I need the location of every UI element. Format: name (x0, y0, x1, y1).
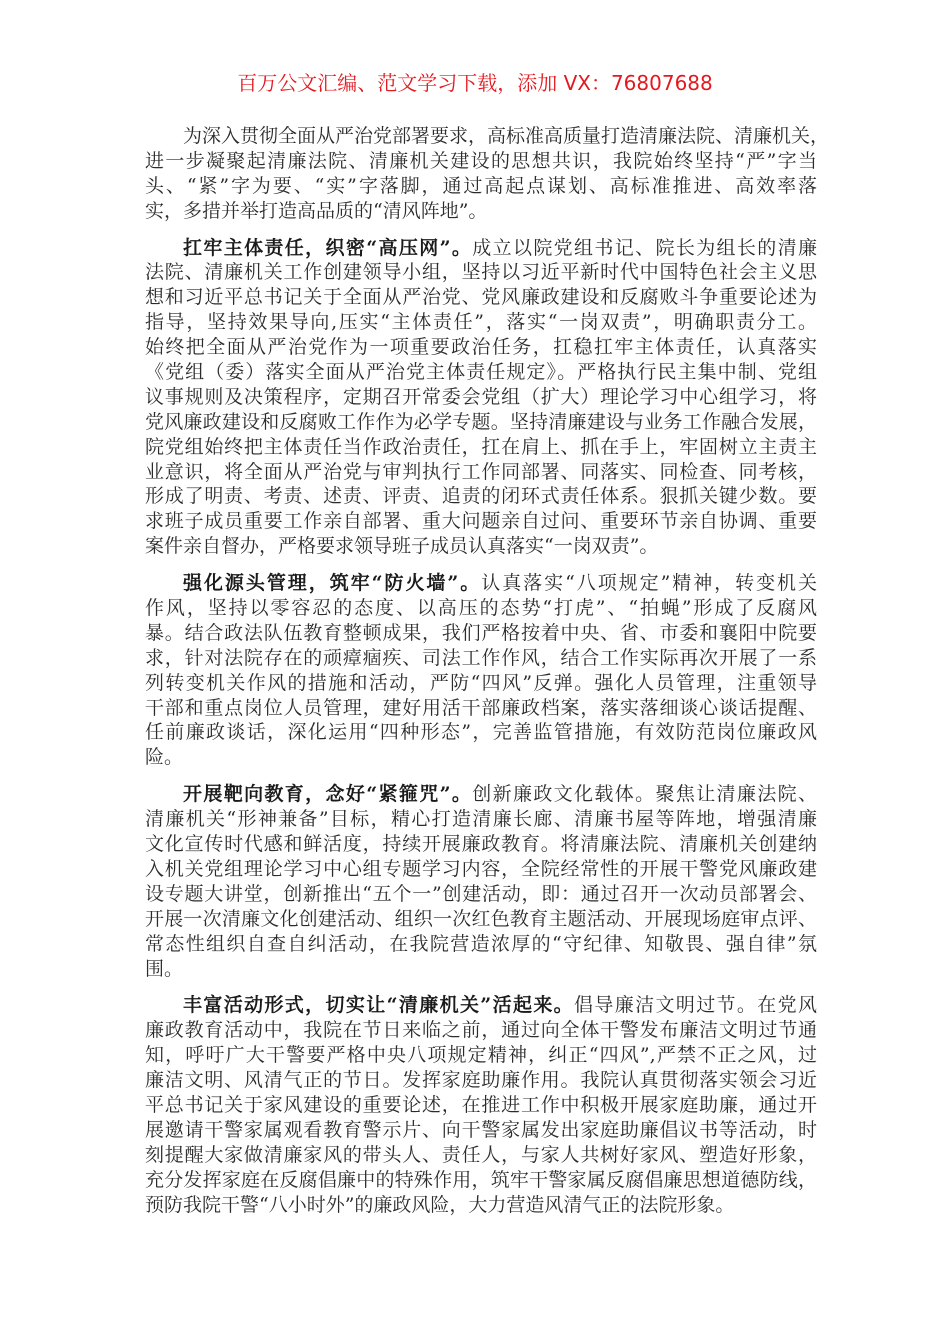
line-text: 围。 (145, 957, 184, 980)
line-text: 成立以院党组书记、院长为组长的清廉 (472, 236, 817, 259)
text-line (145, 1193, 817, 1218)
text-line (145, 671, 817, 696)
line-text: 案件亲自督办，严格要求领导班子成员认真落实“一岗双责”。 (145, 535, 659, 558)
line-text: 文化宣传时代感和鲜活度，持续开展廉政教育。将清廉法院、清廉机关创建纳 (145, 833, 817, 856)
paragraph (145, 571, 817, 770)
line-text: 党风廉政建设和反腐败工作作为必学专题。坚持清廉建设与业务工作融合发展， (145, 410, 817, 433)
text-line (145, 857, 817, 882)
line-text: 求，针对法院存在的顽瘴痼疾、司法工作作风，结合工作实际再次开展了一系 (145, 646, 817, 669)
text-line (145, 410, 817, 435)
paragraph (145, 124, 830, 224)
line-text: 干部和重点岗位人员管理，建好用活干部廉政档案，落实落细谈心谈话提醒、 (145, 696, 817, 719)
line-text: 为深入贯彻全面从严治党部署要求，高标准高质量打造清廉法院、清廉机关， (183, 125, 830, 147)
text-line (145, 1043, 817, 1068)
line-text: 列转变机关作风的措施和活动，严防“四风”反弹。强化人员管理，注重领导 (145, 671, 817, 694)
text-line (145, 745, 817, 770)
text-line (145, 832, 817, 857)
text-line (145, 932, 817, 957)
text-line (145, 360, 817, 385)
paragraph-heading: 丰富活动形式，切实让“清廉机关”活起来。 (183, 994, 575, 1017)
text-line (145, 199, 817, 224)
line-text: 法院、清廉机关工作创建领导小组，坚持以习近平新时代中国特色社会主义思 (145, 261, 817, 284)
line-text: 想和习近平总书记关于全面从严治党、党风廉政建设和反腐败斗争重要论述为 (145, 286, 817, 309)
line-text: 知，呼吁广大干警要严格中央八项规定精神，纠正“四风”,严禁不正之风，过 (145, 1044, 817, 1067)
line-text: 预防我院干警“八小时外”的廉政风险，大力营造风清气正的法院形象。 (145, 1193, 735, 1216)
text-line (145, 571, 817, 596)
line-text: 常态性组织自查自纠活动，在我院营造浓厚的“守纪律、知敬畏、强自律”氛 (145, 932, 817, 955)
line-text: 刻提醒大家做清廉家风的带头人、责任人，与家人共树好家风、塑造好形象， (145, 1143, 817, 1166)
line-text: 倡导廉洁文明过节。在党风 (574, 994, 817, 1017)
text-line (145, 1118, 817, 1143)
line-text: 议事规则及决策程序，定期召开常委会党组（扩大）理论学习中心组学习，将 (145, 385, 817, 408)
text-line (145, 1143, 817, 1168)
text-line (145, 460, 817, 485)
line-text: 任前廉政谈话，深化运用“四种形态”，完善监管措施，有效防范岗位廉政风 (145, 721, 817, 744)
line-text: 充分发挥家庭在反腐倡廉中的特殊作用，筑牢干警家属反腐倡廉思想道德防线， (145, 1168, 817, 1191)
line-text: 进一步凝聚起清廉法院、清廉机关建设的思想共识，我院始终坚持“严”字当 (145, 149, 817, 172)
paragraph (145, 993, 817, 1217)
text-line (145, 646, 817, 671)
line-text: 入机关党组理论学习中心组专题学习内容，全院经常性的开展干警党风廉政建 (145, 857, 817, 880)
line-text: 始终把全面从严治党作为一项重要政治任务，扛稳扛牢主体责任，认真落实 (145, 336, 817, 359)
text-line (145, 236, 817, 261)
paragraph-heading: 强化源头管理，筑牢“防火墙”。 (183, 572, 482, 595)
line-text: 院党组始终把主体责任当作政治责任，扛在肩上、抓在手上，牢固树立主责主 (145, 435, 817, 458)
line-text: 开展一次清廉文化创建活动、组织一次红色教育主题活动、开展现场庭审点评、 (145, 907, 817, 930)
line-text: 作风，坚持以零容忍的态度、以高压的态势“打虎”、“拍蝇”形成了反腐风 (145, 597, 817, 620)
text-line (145, 596, 817, 621)
line-text: 展邀请干警家属观看教育警示片、向干警家属发出家庭助廉倡议书等活动，时 (145, 1118, 817, 1141)
line-text: 指导，坚持效果导向,压实“主体责任”，落实“一岗双责”，明确职责分工。 (145, 311, 817, 334)
text-line (145, 335, 817, 360)
line-text: 认真落实“八项规定”精神，转变机关 (481, 572, 817, 595)
text-line (145, 310, 817, 335)
line-text: 廉洁文明、风清气正的节日。发挥家庭助廉作用。我院认真贯彻落实领会习近 (145, 1069, 817, 1092)
text-line (145, 1018, 817, 1043)
text-line (145, 696, 817, 721)
line-text: 实，多措并举打造高品质的“清风阵地”。 (145, 199, 488, 222)
paragraph-heading: 扛牢主体责任，织密“高压网”。 (183, 236, 473, 259)
text-line (145, 782, 817, 807)
text-line (145, 149, 817, 174)
line-text: 暴。结合政法队伍教育整顿成果，我们严格按着中央、省、市委和襄阳中院要 (145, 621, 817, 644)
text-line (145, 260, 817, 285)
paragraph-heading: 开展靶向教育，念好“紧箍咒”。 (183, 783, 473, 806)
line-text: 创新廉政文化载体。聚焦让清廉法院、 (472, 783, 817, 806)
download-banner: 百万公文汇编、范文学习下载，添加 VX：76807688 (237, 71, 713, 95)
line-text: 险。 (145, 746, 184, 769)
text-line (145, 1168, 817, 1193)
text-line (145, 285, 817, 310)
text-line (145, 435, 817, 460)
text-line (145, 907, 817, 932)
text-line (145, 484, 817, 509)
line-text: 廉政教育活动中，我院在节日来临之前，通过向全体干警发布廉洁文明过节通 (145, 1019, 817, 1042)
text-line (145, 174, 817, 199)
line-text: 业意识，将全面从严治党与审判执行工作同部署、同落实、同检查、同考核， (145, 460, 817, 483)
text-line (145, 882, 817, 907)
text-line (145, 621, 817, 646)
line-text: 清廉机关“形神兼备”目标，精心打造清廉长廊、清廉书屋等阵地，增强清廉 (145, 808, 817, 831)
paragraph (145, 782, 817, 981)
text-line (145, 993, 817, 1018)
text-line (145, 534, 817, 559)
text-line (145, 720, 817, 745)
text-line (145, 385, 817, 410)
text-line (145, 1068, 817, 1093)
line-text: 平总书记关于家风建设的重要论述，在推进工作中积极开展家庭助廉，通过开 (145, 1093, 817, 1116)
line-text: 头、“紧”字为要、“实”字落脚，通过高起点谋划、高标准推进、高效率落 (145, 174, 817, 197)
text-line (145, 807, 817, 832)
line-text: 《党组（委）落实全面从严治党主体责任规定》。严格执行民主集中制、党组 (145, 361, 817, 384)
text-line (145, 509, 817, 534)
line-text: 设专题大讲堂，创新推出“五个一”创建活动，即：通过召开一次动员部署会、 (145, 882, 817, 905)
text-line (145, 124, 830, 149)
text-line (145, 957, 817, 982)
document-body (145, 124, 830, 1229)
line-text: 求班子成员重要工作亲自部署、重大问题亲自过问、重要环节亲自协调、重要 (145, 510, 817, 533)
text-line (145, 1093, 817, 1118)
line-text: 形成了明责、考责、述责、评责、追责的闭环式责任体系。狠抓关键少数。要 (145, 485, 817, 508)
paragraph (145, 236, 817, 560)
